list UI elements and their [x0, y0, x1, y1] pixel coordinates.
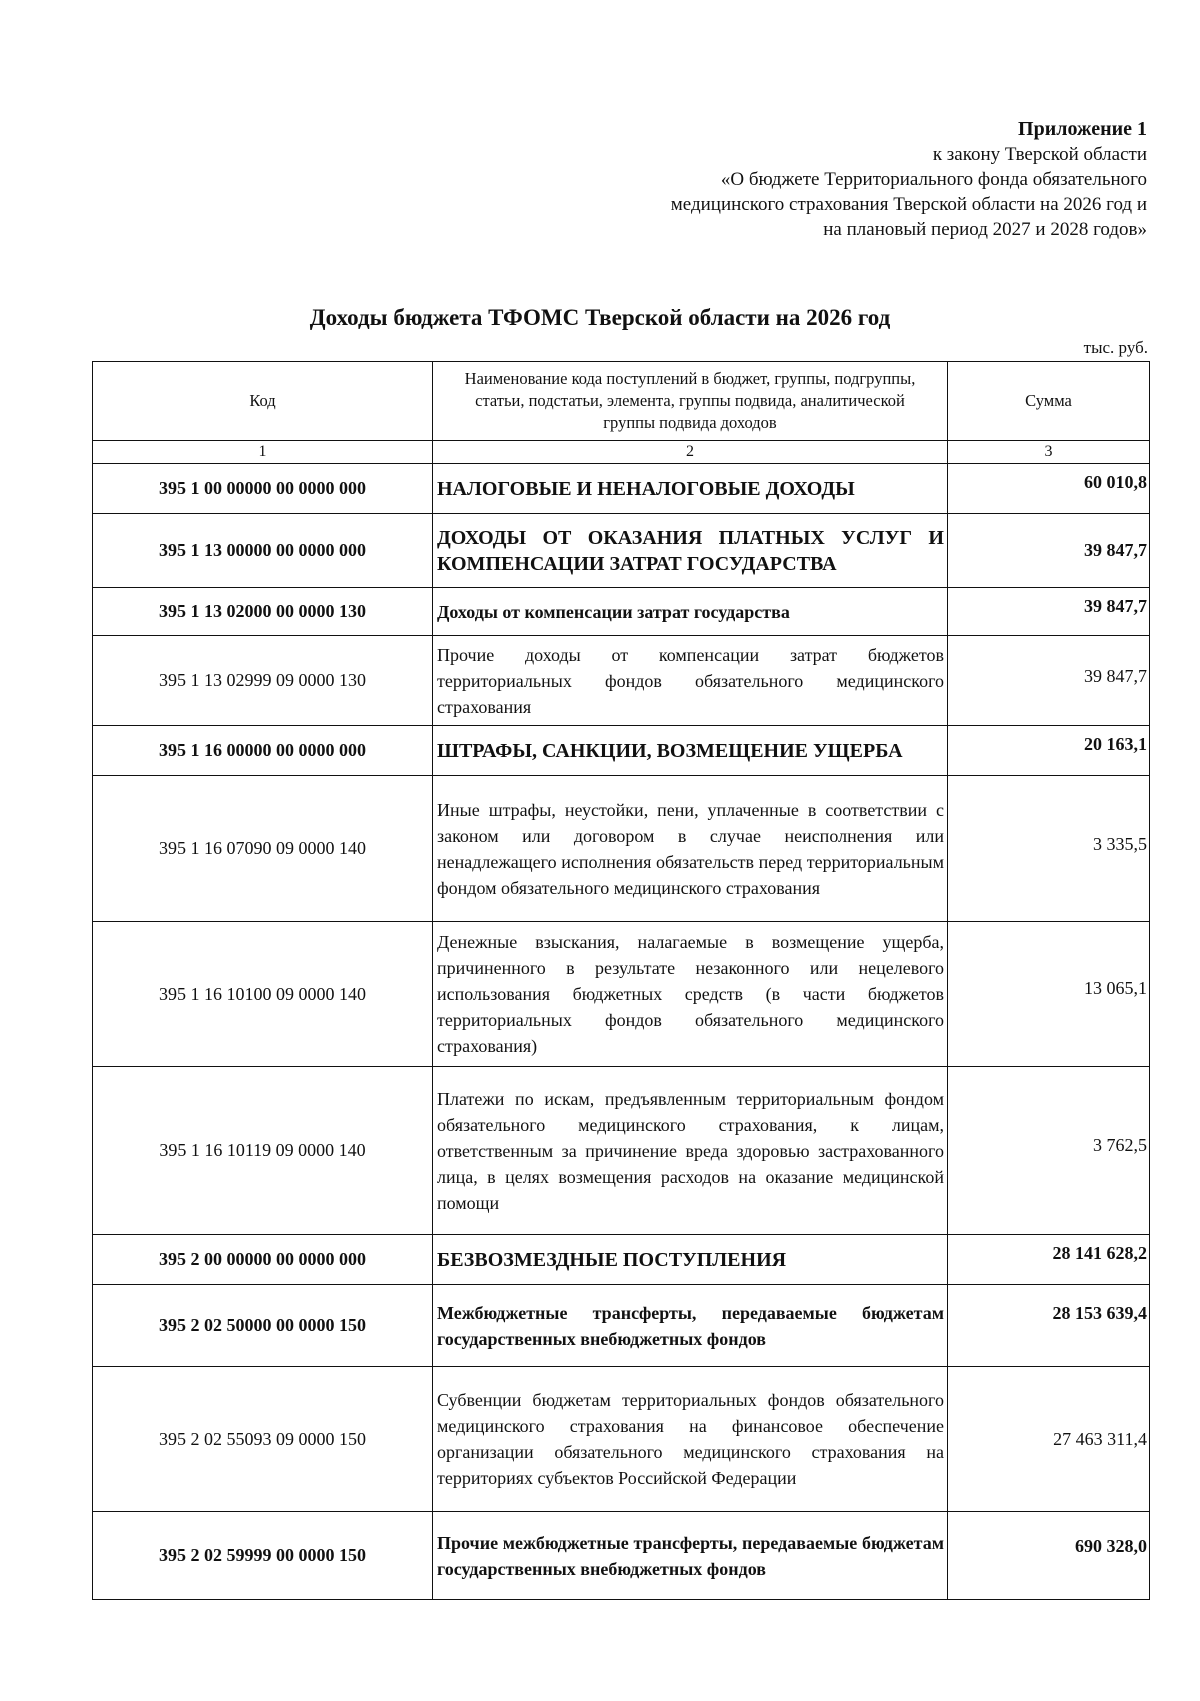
row-code: 395 2 02 59999 00 0000 150	[93, 1512, 433, 1600]
row-code: 395 1 13 02000 00 0000 130	[93, 588, 433, 636]
table-row	[93, 1285, 1150, 1367]
row-name: Иные штрафы, неустойки, пени, уплаченные в соответствии с законом или договором в случае неисполнения или ненадлежащего исполнения обязательств перед территориальным фондом обязательного медицинского страхования	[433, 776, 948, 922]
annex-line: к закону Тверской области	[932, 144, 1147, 165]
row-sum: 3 762,5	[948, 1067, 1150, 1235]
annex-line: на плановый период 2027 и 2028 годов»	[823, 219, 1147, 240]
row-code: 395 1 16 10119 09 0000 140	[93, 1067, 433, 1235]
row-name: НАЛОГОВЫЕ И НЕНАЛОГОВЫЕ ДОХОДЫ	[433, 464, 948, 514]
column-number: 2	[433, 441, 948, 464]
table-row	[93, 776, 1150, 922]
table-row	[93, 1367, 1150, 1512]
row-name: БЕЗВОЗМЕЗДНЫЕ ПОСТУПЛЕНИЯ	[433, 1235, 948, 1285]
row-code: 395 1 16 10100 09 0000 140	[93, 922, 433, 1067]
row-name: Доходы от компенсации затрат государства	[433, 588, 948, 636]
annex-block	[447, 117, 1147, 242]
row-name: ШТРАФЫ, САНКЦИИ, ВОЗМЕЩЕНИЕ УЩЕРБА	[433, 726, 948, 776]
header-name: Наименование кода поступлений в бюджет, группы, подгруппы, статьи, подстатьи, элемента, группы подвида, аналитической группы подвида доходов	[433, 362, 948, 441]
row-sum: 13 065,1	[948, 922, 1150, 1067]
header-row	[93, 362, 1150, 441]
row-name: Прочие доходы от компенсации затрат бюджетов территориальных фондов обязательного медицинского страхования	[433, 636, 948, 726]
row-sum: 690 328,0	[948, 1512, 1150, 1600]
row-sum: 28 153 639,4	[948, 1285, 1150, 1367]
document-title: Доходы бюджета ТФОМС Тверской области на 2026 год	[309, 305, 891, 330]
row-name: ДОХОДЫ ОТ ОКАЗАНИЯ ПЛАТНЫХ УСЛУГ И КОМПЕНСАЦИИ ЗАТРАТ ГОСУДАРСТВА	[433, 514, 948, 588]
row-name: Денежные взыскания, налагаемые в возмещение ущерба, причиненного в результате незаконного или нецелевого использования бюджетных средств (в части бюджетов территориальных фондов обязательного медицинского страхования)	[433, 922, 948, 1067]
row-code: 395 1 00 00000 00 0000 000	[93, 464, 433, 514]
column-number: 3	[948, 441, 1150, 464]
row-name: Прочие межбюджетные трансферты, передаваемые бюджетам государственных внебюджетных фондов	[433, 1512, 948, 1600]
row-code: 395 2 00 00000 00 0000 000	[93, 1235, 433, 1285]
row-sum: 20 163,1	[948, 726, 1150, 776]
row-code: 395 1 13 02999 09 0000 130	[93, 636, 433, 726]
annex-line: «О бюджете Территориального фонда обязательного	[720, 169, 1147, 190]
header-code: Код	[93, 362, 433, 441]
annex-line: медицинского страхования Тверской области на 2026 год и	[670, 194, 1147, 215]
row-sum: 3 335,5	[948, 776, 1150, 922]
row-name: Платежи по искам, предъявленным территориальным фондом обязательного медицинского страхования, к лицам, ответственным за причинение вреда здоровью застрахованного лица, в целях возмещения расходов на оказание медицинской помощи	[433, 1067, 948, 1235]
row-sum: 28 141 628,2	[948, 1235, 1150, 1285]
table-row	[93, 588, 1150, 636]
row-name: Субвенции бюджетам территориальных фондов обязательного медицинского страхования на финансовое обеспечение организации обязательного медицинского страхования на территориях субъектов Российской Федерации	[433, 1367, 948, 1512]
row-code: 395 1 16 00000 00 0000 000	[93, 726, 433, 776]
table-row	[93, 1067, 1150, 1235]
annex-title: Приложение 1	[1018, 118, 1147, 140]
column-number-row	[93, 441, 1150, 464]
column-number: 1	[93, 441, 433, 464]
revenue-table	[92, 361, 1150, 1600]
row-code: 395 2 02 50000 00 0000 150	[93, 1285, 433, 1367]
row-name: Межбюджетные трансферты, передаваемые бюджетам государственных внебюджетных фондов	[433, 1285, 948, 1367]
row-sum: 39 847,7	[948, 514, 1150, 588]
table-row	[93, 922, 1150, 1067]
row-sum: 27 463 311,4	[948, 1367, 1150, 1512]
row-sum: 39 847,7	[948, 588, 1150, 636]
row-code: 395 2 02 55093 09 0000 150	[93, 1367, 433, 1512]
row-sum: 60 010,8	[948, 464, 1150, 514]
table-row	[93, 636, 1150, 726]
table-row	[93, 514, 1150, 588]
unit-label: тыс. руб.	[1083, 338, 1148, 357]
header-sum: Сумма	[948, 362, 1150, 441]
row-sum: 39 847,7	[948, 636, 1150, 726]
row-code: 395 1 16 07090 09 0000 140	[93, 776, 433, 922]
table-row	[93, 1235, 1150, 1285]
table-row	[93, 726, 1150, 776]
row-code: 395 1 13 00000 00 0000 000	[93, 514, 433, 588]
table-row	[93, 464, 1150, 514]
table-row	[93, 1512, 1150, 1600]
